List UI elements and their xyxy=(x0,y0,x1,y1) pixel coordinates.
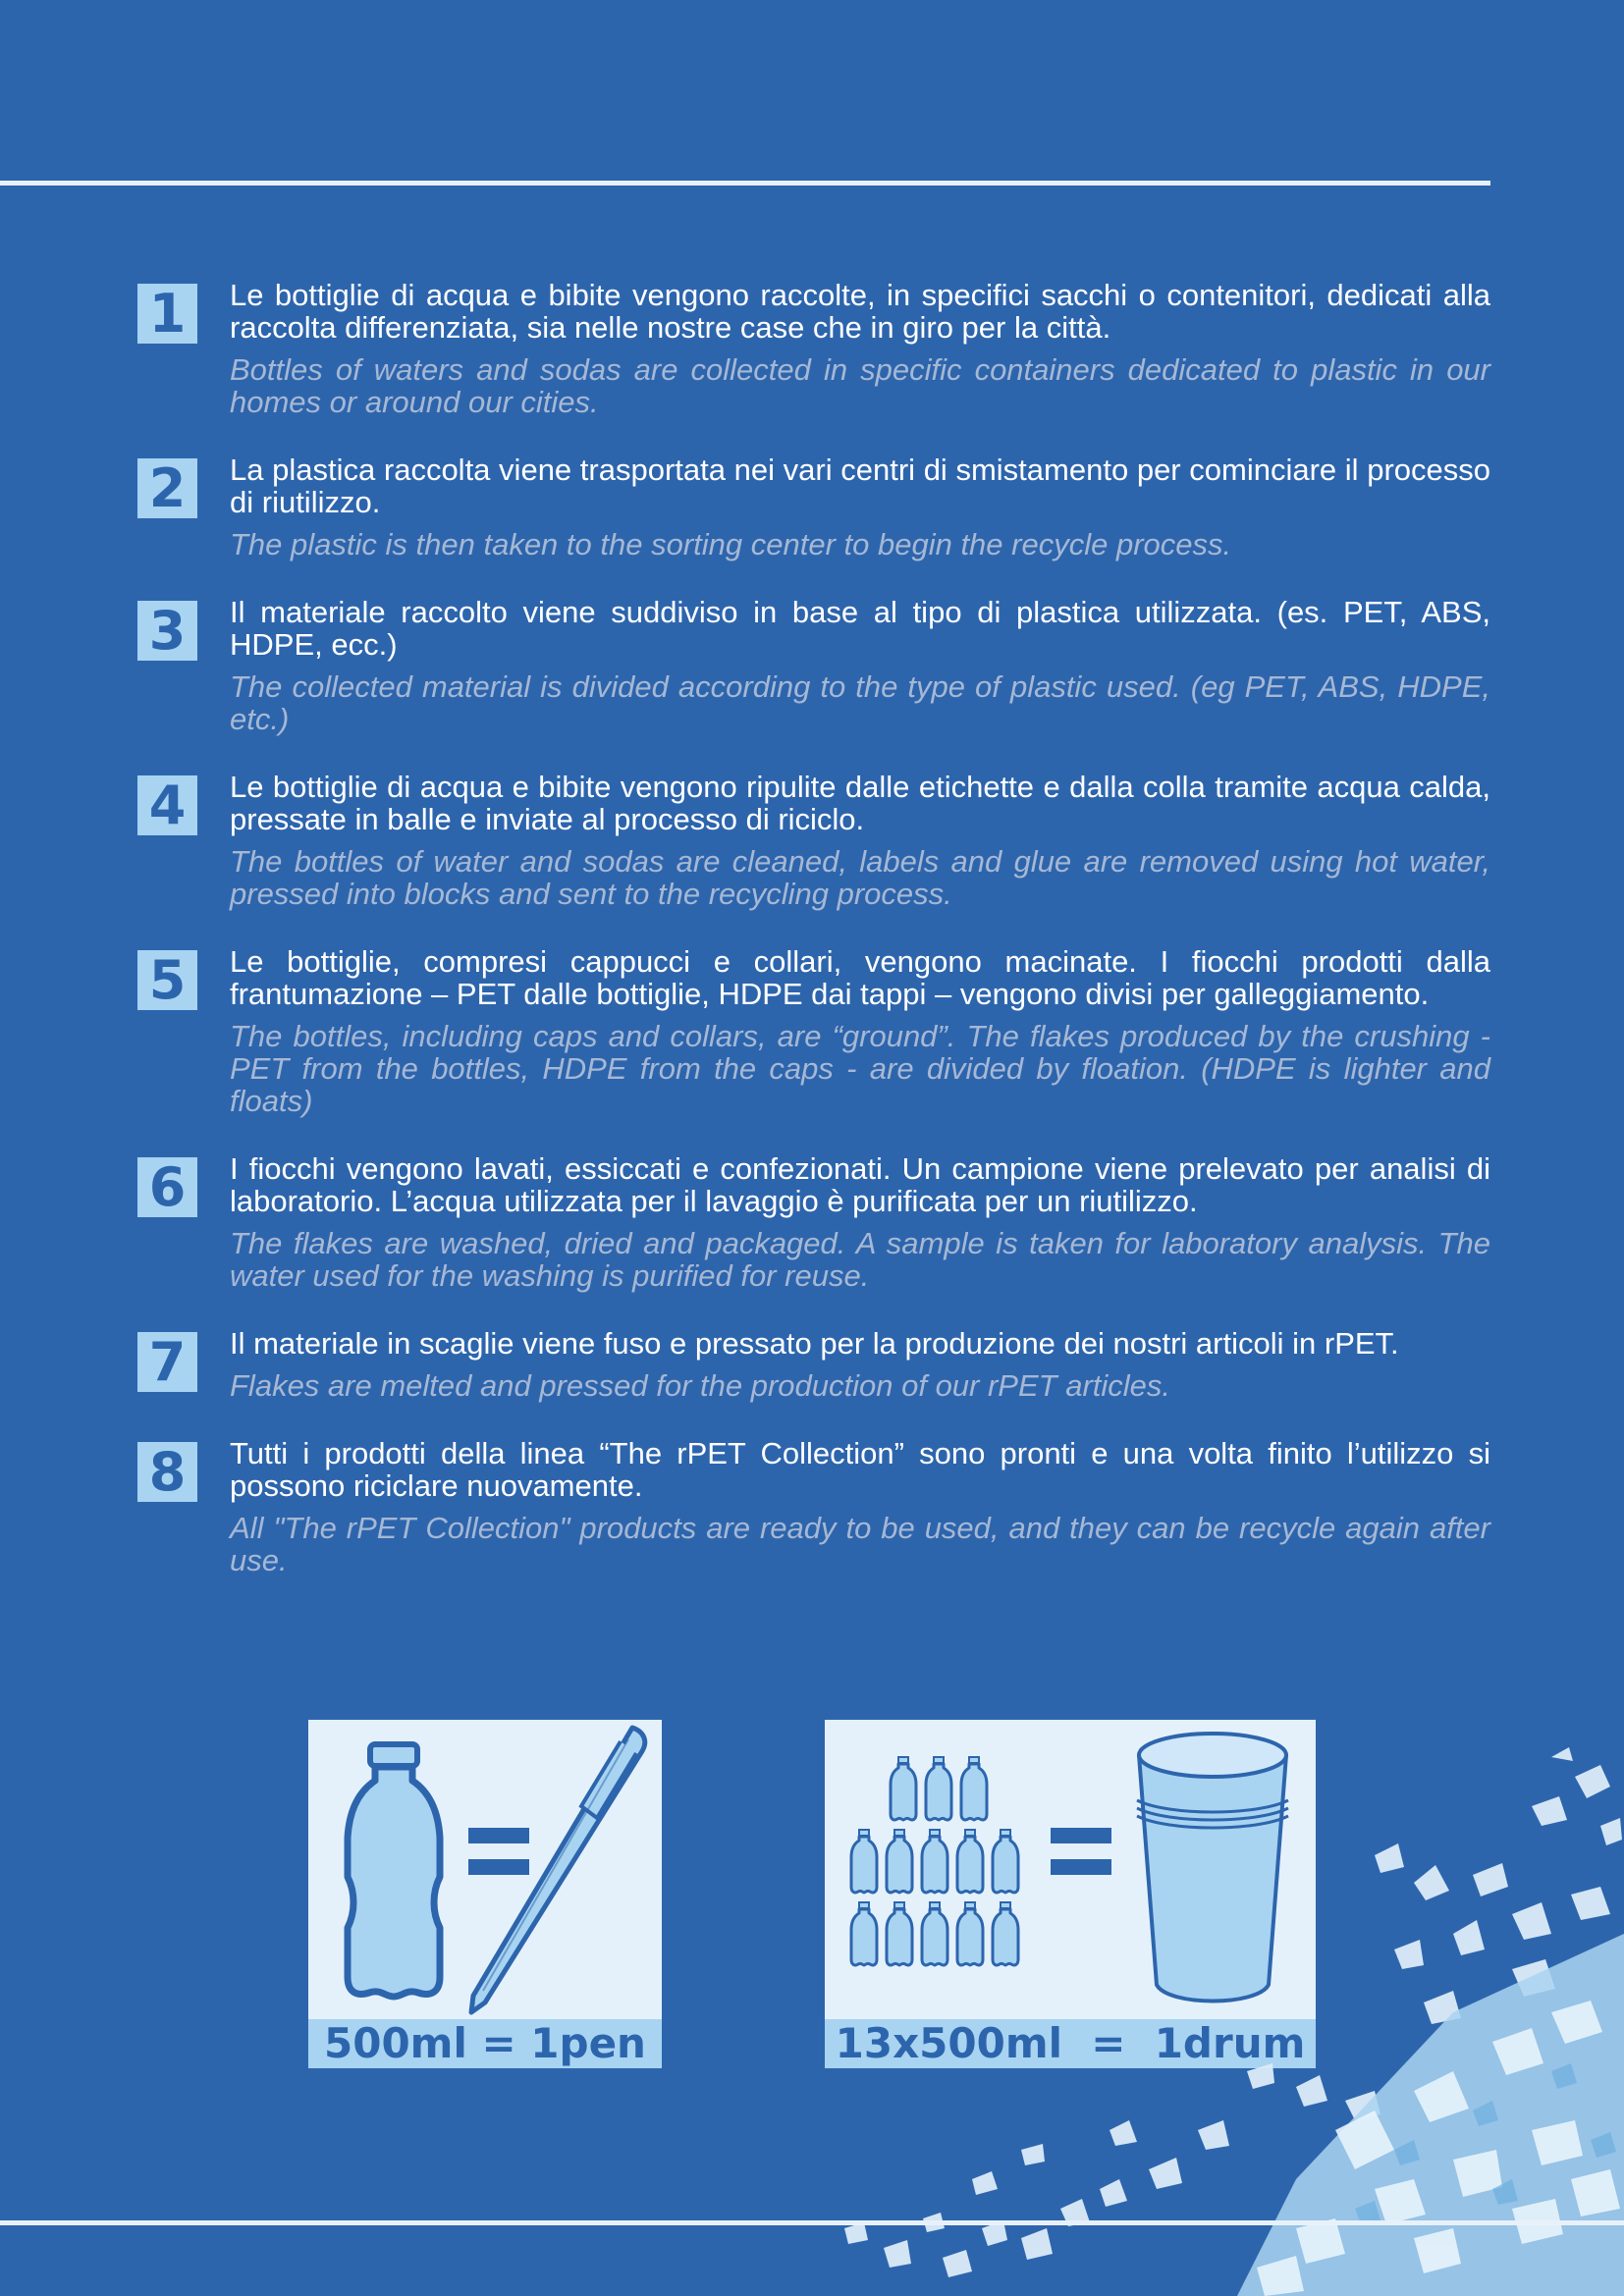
step-4 xyxy=(137,771,1490,910)
step-text-italian: Le bottiglie di acqua e bibite vengono ripulite dalle etichette e dalla colla tramite acqua calda, pressate in balle e inviate al processo di riciclo. xyxy=(230,770,1490,836)
drum-caption: 13x500ml = 1drum xyxy=(825,2019,1316,2068)
step-text-english: The bottles of water and sodas are cleaned, labels and glue are removed using hot water, pressed into blocks and sent to the recycling process. xyxy=(230,844,1490,911)
step-number-badge: 4 xyxy=(137,775,197,835)
step-2 xyxy=(137,454,1490,561)
step-8 xyxy=(137,1437,1490,1576)
step-text-english: The bottles, including caps and collars, are “ground”. The flakes produced by the crushing - PET from the bottles, HDPE from the caps - are divided by floation. (HDPE is lighter and floats) xyxy=(230,1019,1490,1118)
step-1 xyxy=(137,279,1490,418)
top-divider xyxy=(0,181,1490,186)
step-7 xyxy=(137,1327,1490,1402)
step-text-english: Flakes are melted and pressed for the production of our rPET articles. xyxy=(230,1368,1171,1403)
step-text-english: The collected material is divided according to the type of plastic used. (eg PET, ABS, HDPE, etc.) xyxy=(230,669,1490,736)
equals-icon xyxy=(468,1828,529,1875)
step-text-italian: Il materiale in scaglie viene fuso e pressato per la produzione dei nostri articoli in rPET. xyxy=(230,1326,1399,1361)
steps-list xyxy=(137,279,1490,1612)
step-text-english: Bottles of waters and sodas are collected in specific containers dedicated to plastic in our homes or around our cities. xyxy=(230,352,1490,419)
plastic-flakes-image xyxy=(825,1718,1624,2296)
bottom-divider xyxy=(0,2220,1624,2225)
step-6 xyxy=(137,1152,1490,1292)
step-number-badge: 3 xyxy=(137,601,197,661)
step-number-badge: 1 xyxy=(137,284,197,344)
bottle-icon xyxy=(348,1744,440,1997)
step-text-english: All "The rPET Collection" products are ready to be used, and they can be recycle again after use. xyxy=(230,1511,1490,1577)
bottle-equals-pen-panel xyxy=(308,1720,662,2068)
step-text-italian: Tutti i prodotti della linea “The rPET Collection” sono pronti e una volta finito l’utilizzo si possono riciclare nuovamente. xyxy=(230,1436,1490,1503)
step-5 xyxy=(137,945,1490,1117)
step-number-badge: 6 xyxy=(137,1157,197,1217)
step-text-italian: Le bottiglie, compresi cappucci e collari, vengono macinate. I fiocchi prodotti dalla frantumazione – PET dalle bottiglie, HDPE dai tappi – vengono divisi per galleggiamento. xyxy=(230,944,1490,1011)
bottle-equals-pen-illustration xyxy=(308,1720,662,2019)
step-number-badge: 7 xyxy=(137,1332,197,1392)
step-number-badge: 8 xyxy=(137,1442,197,1502)
step-text-english: The flakes are washed, dried and packaged. A sample is taken for laboratory analysis. The water used for the washing is purified for reuse. xyxy=(230,1226,1490,1293)
step-number-badge: 5 xyxy=(137,950,197,1010)
step-text-italian: Le bottiglie di acqua e bibite vengono raccolte, in specifici sacchi o contenitori, dedicati alla raccolta differenziata, sia nelle nostre case che in giro per la città. xyxy=(230,278,1490,345)
pen-caption: 500ml = 1pen xyxy=(308,2019,662,2068)
step-3 xyxy=(137,596,1490,735)
step-text-italian: I fiocchi vengono lavati, essiccati e confezionati. Un campione viene prelevato per analisi di laboratorio. L’acqua utilizzata per il lavaggio è purificata per un riutilizzo. xyxy=(230,1151,1490,1218)
step-number-badge: 2 xyxy=(137,458,197,518)
step-text-english: The plastic is then taken to the sorting center to begin the recycle process. xyxy=(230,527,1232,561)
step-text-italian: La plastica raccolta viene trasportata nei vari centri di smistamento per cominciare il processo di riutilizzo. xyxy=(230,453,1490,519)
step-text-italian: Il materiale raccolto viene suddiviso in base al tipo di plastica utilizzata. (es. PET, ABS, HDPE, ecc.) xyxy=(230,595,1490,662)
